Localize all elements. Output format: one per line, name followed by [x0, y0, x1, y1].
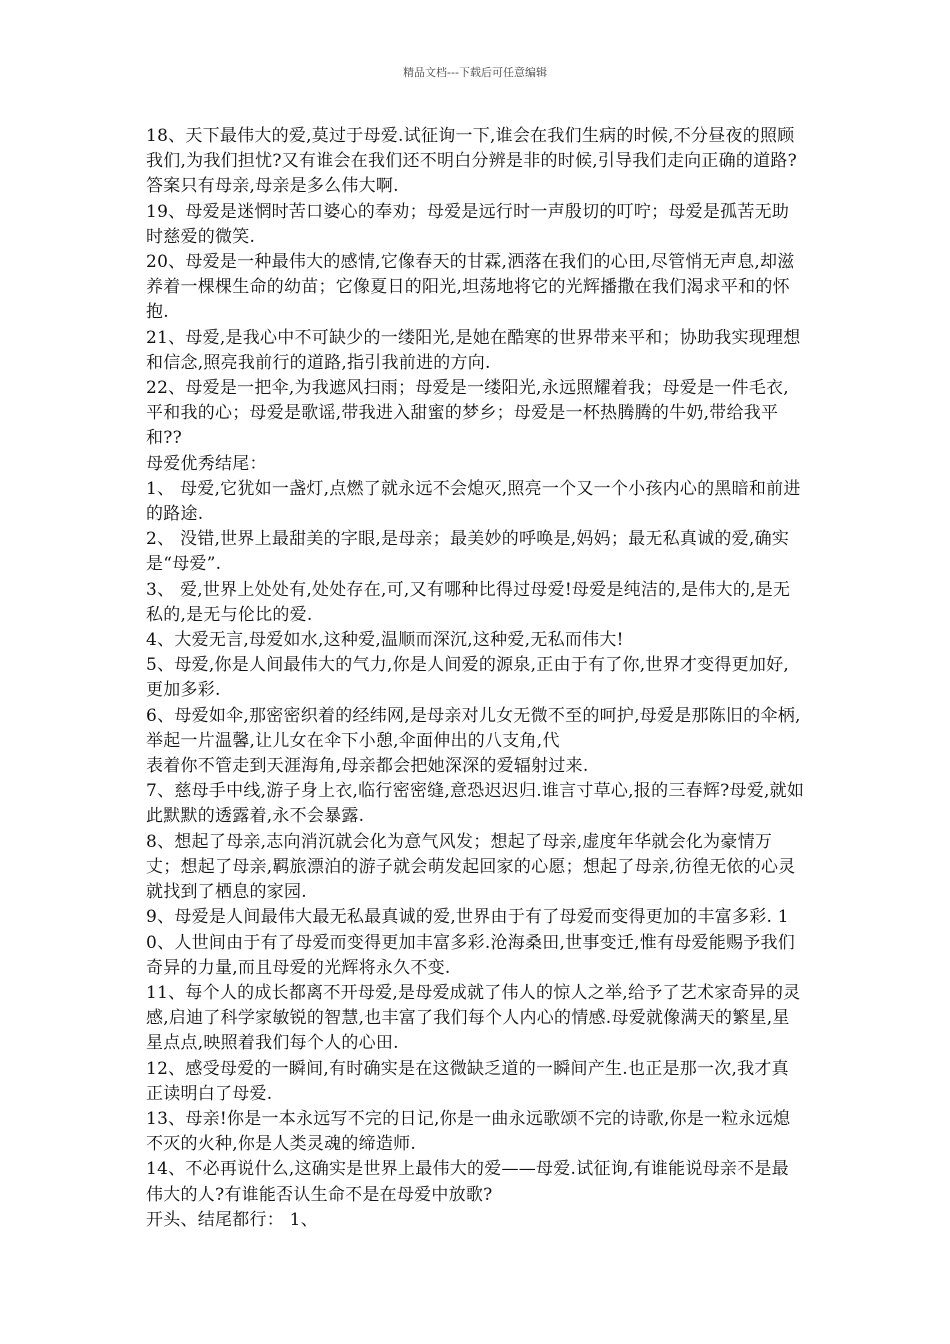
ending-item-4: 4、大爱无言,母爱如水,这种爱,温顺而深沉,这种爱,无私而伟大!: [146, 630, 624, 651]
ending-item-8: 8、想起了母亲,志向消沉就会化为意气风发；想起了母亲,虚度年华就会化为豪情万丈；想起了母亲,羁旅漂泊的游子就会萌发起回家的心愿；想起了母亲,彷徨无依的心灵就找到了栖息的家园.: [146, 831, 796, 903]
ending-item-6-continued: 表着你不管走到天涯海角,母亲都会把她深深的爱辐射过来.: [146, 756, 589, 777]
paragraph-21: 21、母爱,是我心中不可缺少的一缕阳光,是她在酷寒的世界带来平和；协助我实现理想和信念,照亮我前行的道路,指引我前进的方向.: [146, 327, 801, 373]
ending-item-2: 2、 没错,世界上最甜美的字眼,是母亲；最美妙的呼唤是,妈妈；最无私真诚的爱,确实是“母爱”.: [146, 529, 790, 575]
paragraph-20: 20、母爱是一种最伟大的感情,它像春天的甘霖,洒落在我们的心田,尽管悄无声息,却滋养着一棵棵生命的幼苗；它像夏日的阳光,坦荡地将它的光辉播撒在我们渴求平和的怀抱.: [146, 252, 795, 323]
ending-item-3: 3、 爱,世界上处处有,处处存在,可,又有哪种比得过母爱!母爱是纯洁的,是伟大的,是无私的,是无与伦比的爱.: [146, 579, 791, 625]
ending-item-14: 14、不必再说什么,这确实是世界上最伟大的爱——母爱.试征询,有谁能说母亲不是最伟大的人?有谁能否认生命不是在母爱中放歌?: [146, 1159, 789, 1205]
ending-item-7: 7、慈母手中线,游子身上衣,临行密密缝,意恐迟迟归.谁言寸草心,报的三春辉?母爱,就如此默默的透露着,永不会暴露.: [146, 781, 805, 827]
ending-item-12: 12、感受母爱的一瞬间,有时确实是在这微缺乏道的一瞬间产生.也正是那一次,我才真正读明白了母爱.: [146, 1058, 789, 1104]
document-body: [146, 124, 806, 1233]
paragraph-18: 18、天下最伟大的爱,莫过于母爱.试征询一下,谁会在我们生病的时候,不分昼夜的照顾我们,为我们担忧?又有谁会在我们还不明白分辨是非的时候,引导我们走向正确的道路?答案只有母亲,母亲是多么伟大啊.: [146, 126, 798, 197]
page-header: 精品文档---下载后可任意编辑: [403, 66, 547, 79]
ending-item-5: 5、母爱,你是人间最伟大的气力,你是人间爱的源泉,正由于有了你,世界才变得更加好,更加多彩.: [146, 655, 790, 701]
ending-item-13: 13、母亲!你是一本永远写不完的日记,你是一曲永远歌颂不完的诗歌,你是一粒永远熄不灭的火种,你是人类灵魂的缔造师.: [146, 1108, 791, 1155]
section-heading-both: 开头、结尾都行： 1、: [146, 1209, 318, 1230]
paragraph-19: 19、母爱是迷惘时苦口婆心的奉劝；母爱是远行时一声殷切的叮咛；母爱是孤苦无助时慈爱的微笑.: [146, 201, 790, 247]
ending-item-11: 11、每个人的成长都离不开母爱,是母爱成就了伟人的惊人之举,给予了艺术家奇异的灵感,启迪了科学家敏锐的智慧,也丰富了我们每个人内心的情感.母爱就像满天的繁星,星星点点,映照着我们每个人的心田.: [146, 982, 801, 1054]
paragraph-22: 22、母爱是一把伞,为我遮风扫雨；母爱是一缕阳光,永远照耀着我；母爱是一件毛衣,平和我的心；母爱是歌谣,带我进入甜蜜的梦乡；母爱是一杯热腾腾的牛奶,带给我平和??: [146, 378, 789, 449]
section-heading-endings: 母爱优秀结尾：: [146, 453, 267, 474]
ending-item-1: 1、 母爱,它犹如一盏灯,点燃了就永远不会熄灭,照亮一个又一个小孩内心的黑暗和前进的路途.: [146, 478, 801, 525]
ending-item-6: 6、母爱如伞,那密密织着的经纬网,是母亲对儿女无微不至的呵护,母爱是那陈旧的伞柄,举起一片温馨,让儿女在伞下小憩,伞面伸出的八支角,代: [146, 705, 801, 751]
ending-item-9-10: 9、母爱是人间最伟大最无私最真诚的爱,世界由于有了母爱而变得更加的丰富多彩. 10、人世间由于有了母爱而变得更加丰富多彩.沧海桑田,世事变迁,惟有母爱能赐予我们奇异的力量,而且母爱的光辉将永久不变.: [146, 907, 796, 978]
